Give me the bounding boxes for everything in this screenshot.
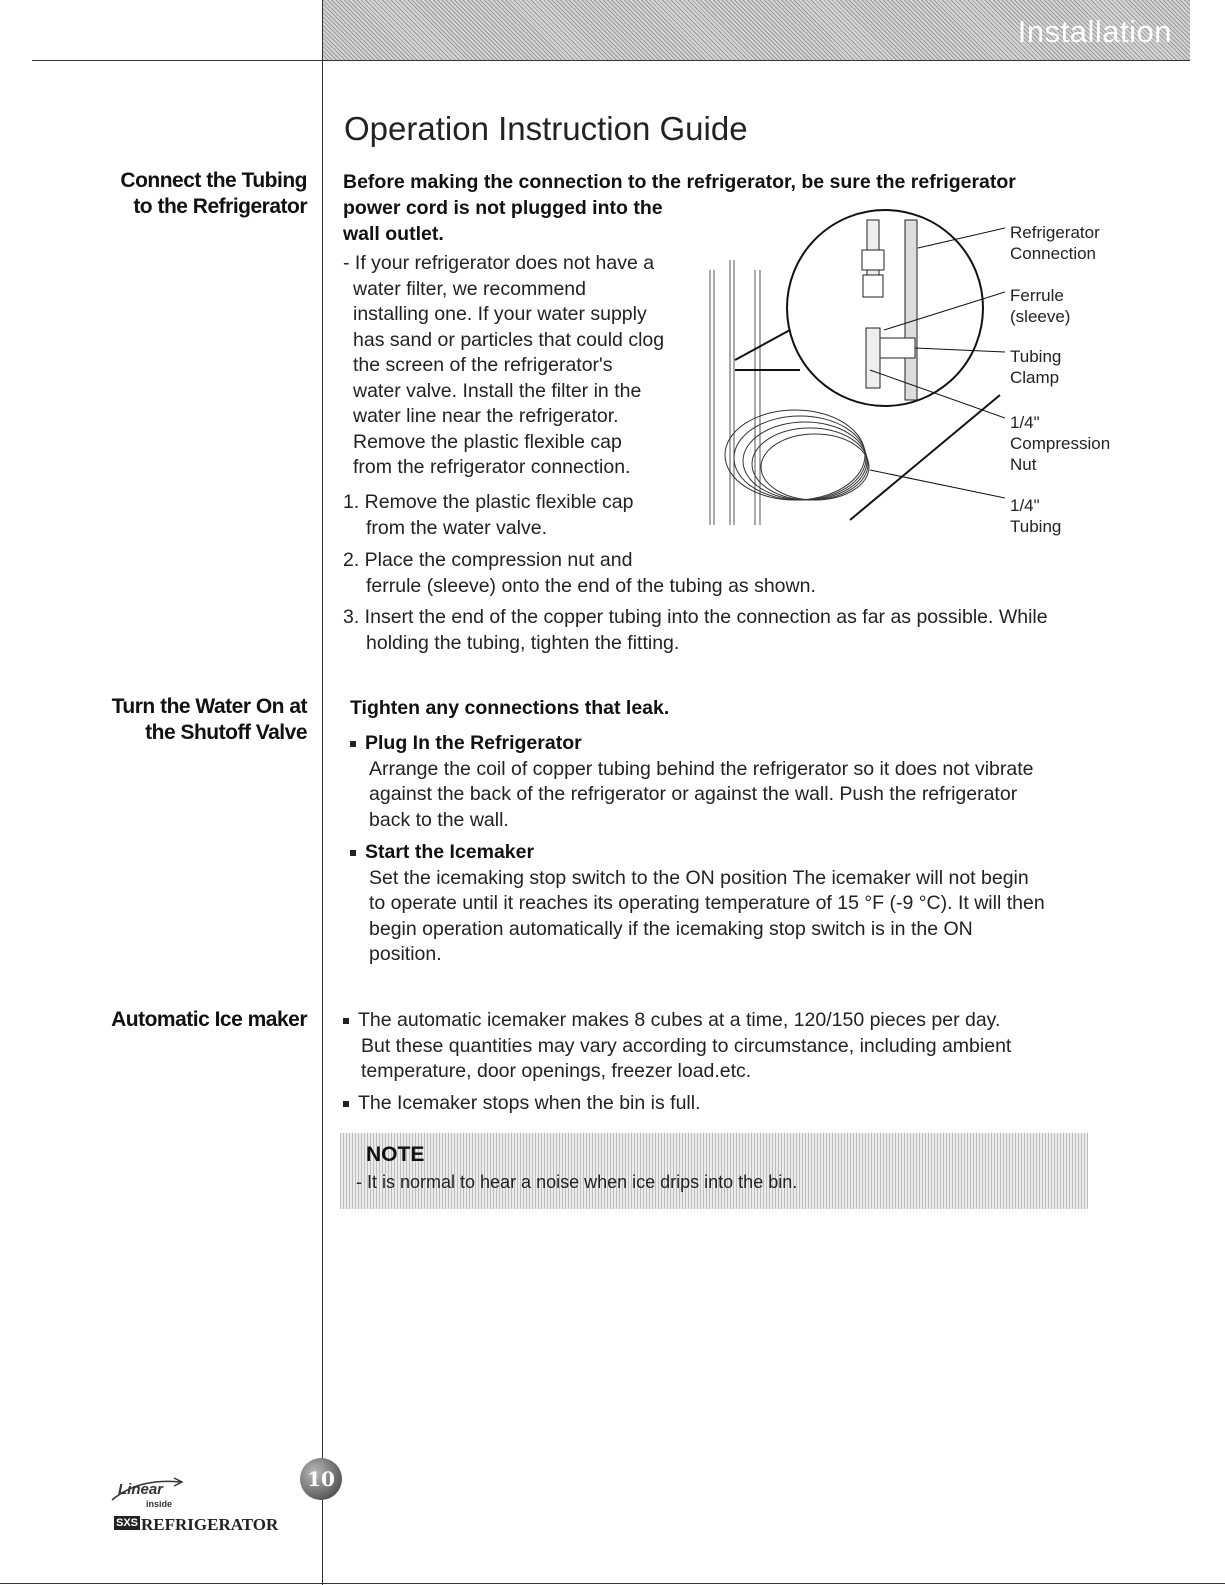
brand-linear: Linear	[118, 1481, 164, 1498]
label-ferrule	[1010, 285, 1070, 327]
section-title: Installation	[1017, 14, 1172, 49]
step-line: 2. Place the compression nut and	[343, 549, 633, 571]
label-line: (sleeve)	[1010, 307, 1071, 326]
header-band	[323, 0, 1190, 60]
sidebar-heading-line: Connect the Tubing	[120, 169, 307, 192]
filter-line: installing one. If your water supply	[353, 303, 647, 325]
column-divider	[322, 0, 323, 1585]
label-line: Clamp	[1010, 368, 1060, 387]
plug-line: back to the wall.	[369, 808, 509, 831]
note-box	[340, 1133, 1088, 1209]
brand-product: REFRIGERATOR	[141, 1515, 279, 1534]
step-3	[343, 605, 1048, 656]
page-number-badge: 10	[300, 1458, 342, 1500]
label-line: Compression	[1010, 434, 1111, 453]
warning-line: Before making the connection to the refrigerator, be sure the refrigerator	[343, 171, 1016, 193]
step-line: ferrule (sleeve) onto the end of the tubing as shown.	[366, 574, 816, 597]
label-line: Refrigerator	[1010, 223, 1100, 242]
plug-in-section	[350, 731, 1034, 833]
sidebar-heading-connect	[120, 168, 307, 220]
sidebar-heading-line: to the Refrigerator	[133, 195, 307, 218]
icemaker-line: temperature, door openings, freezer load.etc.	[361, 1060, 752, 1082]
tubing-connection-diagram	[700, 200, 1005, 530]
label-line: 1/4"	[1010, 413, 1040, 432]
warning-line: power cord is not plugged into the	[343, 197, 663, 219]
plug-line: against the back of the refrigerator or against the wall. Push the refrigerator	[369, 783, 1018, 805]
label-tubing-clamp	[1010, 346, 1061, 388]
step-line: 3. Insert the end of the copper tubing into the connection as far as possible. While	[343, 606, 1048, 628]
start-line: to operate until it reaches its operating temperature of 15 °F (-9 °C). It will then	[369, 892, 1045, 914]
step-line: 1. Remove the plastic flexible cap	[343, 491, 634, 513]
filter-paragraph	[343, 251, 664, 481]
start-icemaker-section	[350, 840, 1045, 968]
start-line: Set the icemaking stop switch to the ON position The icemaker will not begin	[369, 866, 1029, 889]
filter-line: has sand or particles that could clog	[353, 328, 665, 351]
bullet-icon	[343, 1018, 349, 1024]
label-compression-nut	[1010, 412, 1110, 475]
icemaker-bullet-2: The Icemaker stops when the bin is full.	[343, 1091, 701, 1117]
filter-line: the screen of the refrigerator's	[353, 354, 613, 376]
label-line: Tubing	[1010, 517, 1062, 536]
label-tubing	[1010, 495, 1061, 537]
start-icemaker-title: Start the Icemaker	[350, 840, 1045, 866]
filter-line: - If your refrigerator does not have a	[343, 252, 655, 274]
leak-heading: Tighten any connections that leak.	[350, 697, 670, 719]
sidebar-heading-icemaker	[111, 1007, 307, 1033]
bottom-rule	[0, 1583, 1225, 1584]
top-rule	[32, 60, 1190, 61]
step-line: holding the tubing, tighten the fitting.	[366, 631, 680, 654]
sidebar-heading-line: Turn the Water On at	[111, 695, 307, 718]
start-line: position.	[369, 943, 442, 965]
label-line: Ferrule	[1010, 286, 1064, 305]
page-title: Operation Instruction Guide	[344, 110, 748, 147]
filter-line: water valve. Install the filter in the	[353, 379, 642, 402]
filter-line: water line near the refrigerator.	[353, 405, 619, 427]
filter-line: from the refrigerator connection.	[353, 456, 631, 478]
sidebar-heading-line: Automatic Ice maker	[111, 1008, 307, 1031]
plug-line: Arrange the coil of copper tubing behind the refrigerator so it does not vibrate	[369, 757, 1034, 780]
label-refrigerator-connection	[1010, 222, 1100, 264]
start-line: begin operation automatically if the icemaking stop switch is in the ON	[369, 917, 973, 940]
note-text: - It is normal to hear a noise when ice drips into the bin.	[356, 1172, 798, 1192]
note-title: NOTE	[366, 1143, 425, 1166]
label-line: Nut	[1010, 455, 1037, 474]
brand-inside: inside	[146, 1499, 173, 1509]
icemaker-line: But these quantities may vary according to circumstance, including ambient	[361, 1034, 1012, 1057]
step-line: from the water valve.	[366, 516, 547, 539]
plug-in-title: Plug In the Refrigerator	[350, 731, 1034, 757]
step-2	[343, 548, 816, 599]
sidebar-heading-water	[112, 694, 307, 746]
label-line: Tubing	[1010, 347, 1062, 366]
sidebar-heading-line: the Shutoff Valve	[145, 721, 307, 744]
bullet-icon	[343, 1101, 349, 1107]
step-1	[343, 490, 633, 541]
bullet-icon	[350, 850, 356, 856]
icemaker-line: The automatic icemaker makes 8 cubes at a time, 120/150 pieces per day.	[343, 1008, 1011, 1034]
label-line: 1/4"	[1010, 496, 1040, 515]
brand-sxs: SXS	[116, 1517, 139, 1529]
warning-line: wall outlet.	[343, 223, 444, 245]
filter-line: water filter, we recommend	[353, 277, 587, 300]
filter-line: Remove the plastic flexible cap	[353, 430, 622, 453]
label-line: Connection	[1010, 244, 1097, 263]
bullet-icon	[350, 741, 356, 747]
icemaker-bullet-1	[343, 1008, 1011, 1085]
